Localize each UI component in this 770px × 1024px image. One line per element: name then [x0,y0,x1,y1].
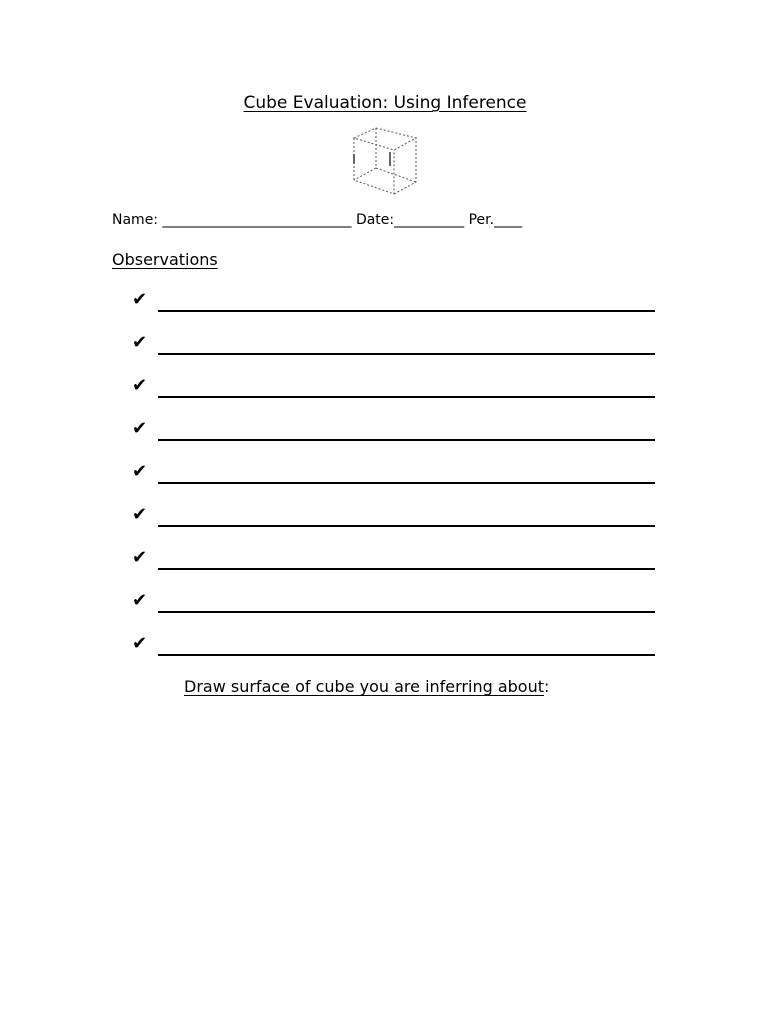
worksheet-title: Cube Evaluation: Using Inference [243,93,527,113]
checkmark-icon: ✔ [132,633,148,654]
observation-line[interactable] [158,546,655,570]
name-field[interactable]: ___________________________ [162,212,352,228]
observation-item [132,460,655,503]
checkmark-icon: ✔ [132,547,148,568]
observation-item [132,331,655,374]
observation-line[interactable] [158,632,655,656]
observations-heading: Observations [112,250,218,269]
observation-line[interactable] [158,374,655,398]
observation-list [132,288,655,675]
cube-icon [348,124,422,196]
observation-item [132,417,655,460]
checkmark-icon: ✔ [132,461,148,482]
observation-line[interactable] [158,460,655,484]
draw-prompt-colon: : [544,677,550,696]
observation-item [132,589,655,632]
date-label: Date: [355,212,395,228]
observation-line[interactable] [158,331,655,355]
observation-line[interactable] [158,288,655,312]
checkmark-icon: ✔ [132,289,148,310]
date-field[interactable]: __________ [394,212,465,228]
observation-item [132,288,655,331]
observation-item [132,374,655,417]
observation-item [132,632,655,675]
checkmark-icon: ✔ [132,375,148,396]
observation-item [132,546,655,589]
period-label: Per. [468,212,495,228]
observation-line[interactable] [158,589,655,613]
observation-line[interactable] [158,503,655,527]
observation-item [132,503,655,546]
checkmark-icon: ✔ [132,418,148,439]
name-label: Name: [112,212,159,228]
checkmark-icon: ✔ [132,332,148,353]
period-field[interactable]: ____ [494,212,523,228]
draw-prompt [184,677,549,696]
draw-prompt-text: Draw surface of cube you are inferring about [184,677,544,696]
checkmark-icon: ✔ [132,504,148,525]
observation-line[interactable] [158,417,655,441]
checkmark-icon: ✔ [132,590,148,611]
student-info-row [112,212,522,228]
